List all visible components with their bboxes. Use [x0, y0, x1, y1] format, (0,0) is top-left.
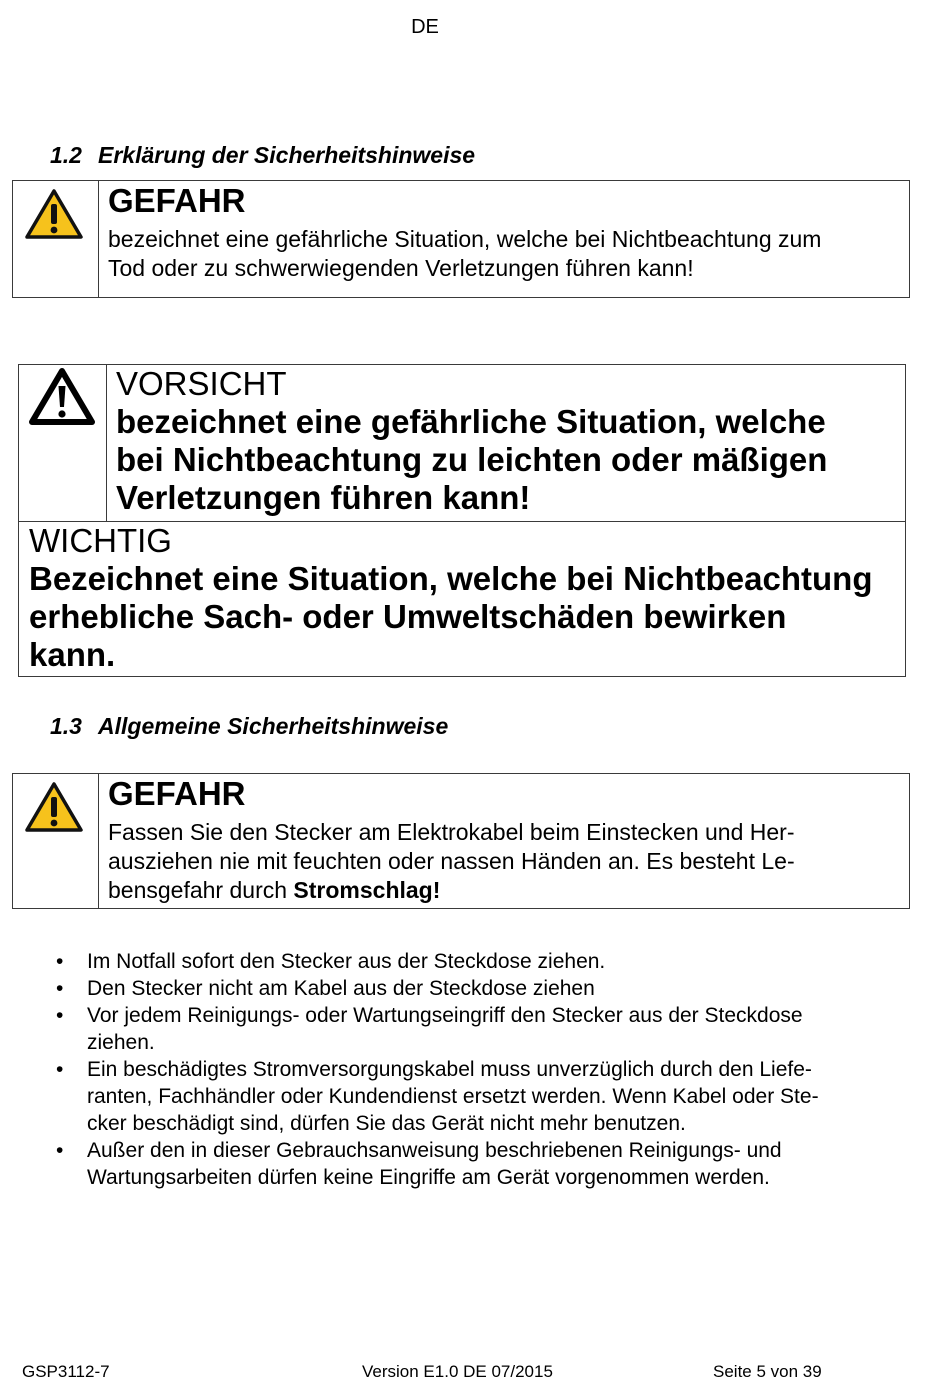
safety-bullet-list [56, 948, 896, 1191]
section-number: 1.2 [50, 142, 82, 168]
section-title-text: Allgemeine Sicherheitshinweise [98, 713, 449, 739]
footer-page-number: Seite 5 von 39 [713, 1362, 822, 1381]
footer-model: GSP3112-7 [22, 1362, 110, 1381]
text-line: Wartungsarbeiten dürfen keine Eingriffe am Gerät vorgenommen werden. [87, 1166, 770, 1189]
bullet-icon: • [56, 1139, 64, 1162]
text-line: Fassen Sie den Stecker am Elektrokabel beim Einstecken und Her- [108, 819, 795, 845]
bullet-icon: • [56, 1058, 64, 1081]
list-item [56, 948, 896, 975]
text-line: ziehen. [87, 1031, 155, 1054]
warning-triangle-yellow-icon [24, 188, 84, 240]
text-line: bezeichnet eine gefährliche Situation, welche [116, 403, 826, 440]
danger-notice-box [12, 180, 910, 298]
text-line: erhebliche Sach- oder Umweltschäden bewirken [29, 598, 787, 635]
warning-triangle-black-icon [28, 367, 96, 427]
icon-cell [13, 774, 99, 908]
list-item [56, 1002, 896, 1056]
list-item [56, 975, 896, 1002]
caution-important-box [18, 364, 906, 677]
text-line: bei Nichtbeachtung zu leichten oder mäßigen [116, 441, 828, 478]
danger-description [108, 818, 901, 905]
important-notice [29, 522, 899, 674]
caution-heading: VORSICHT [116, 365, 287, 402]
icon-cell [13, 181, 99, 297]
text-line: ranten, Fachhändler oder Kundendienst ersetzt werden. Wenn Kabel oder Ste- [87, 1085, 819, 1108]
text-line: Vor jedem Reinigungs- oder Wartungseingriff den Stecker aus der Steckdose [87, 1004, 803, 1027]
text-line: Außer den in dieser Gebrauchsanweisung beschriebenen Reinigungs- und [87, 1139, 782, 1162]
text-line: ausziehen nie mit feuchten oder nassen Händen an. Es besteht Le- [108, 848, 795, 874]
text-line: bezeichnet eine gefährliche Situation, welche bei Nichtbeachtung zum [108, 226, 822, 252]
emphasis-text: Stromschlag! [293, 877, 441, 903]
important-heading: WICHTIG [29, 522, 172, 559]
page-language: DE [411, 16, 439, 38]
danger-description [108, 225, 901, 283]
caution-text [116, 365, 899, 517]
bullet-icon: • [56, 977, 64, 1000]
text-segment: bensgefahr durch [108, 877, 294, 903]
text-line: kann. [29, 636, 116, 673]
icon-cell [19, 365, 107, 521]
bullet-icon: • [56, 950, 64, 973]
danger-heading: GEFAHR [108, 775, 246, 812]
section-number: 1.3 [50, 713, 82, 739]
text-line: Ein beschädigtes Stromversorgungskabel muss unverzüglich durch den Liefe- [87, 1058, 812, 1081]
text-line: Bezeichnet eine Situation, welche bei Nichtbeachtung [29, 560, 873, 597]
text-line: Verletzungen führen kann! [116, 479, 531, 516]
text-line: cker beschädigt sind, dürfen Sie das Gerät nicht mehr benutzen. [87, 1112, 686, 1135]
caution-notice [19, 365, 905, 522]
section-title-text: Erklärung der Sicherheitshinweise [98, 142, 476, 168]
text-line: Im Notfall sofort den Stecker aus der Steckdose ziehen. [87, 950, 606, 973]
section-title-1-3 [50, 713, 448, 740]
footer-version: Version E1.0 DE 07/2015 [362, 1362, 553, 1381]
warning-triangle-yellow-icon [24, 781, 84, 833]
list-item [56, 1056, 896, 1137]
danger-heading: GEFAHR [108, 182, 246, 219]
list-item [56, 1137, 896, 1191]
text-line: Den Stecker nicht am Kabel aus der Steckdose ziehen [87, 977, 595, 1000]
text-line [108, 876, 901, 905]
section-title-1-2 [50, 142, 475, 169]
bullet-icon: • [56, 1004, 64, 1027]
danger-notice-box [12, 773, 910, 909]
text-line: Tod oder zu schwerwiegenden Verletzungen führen kann! [108, 255, 694, 281]
danger-text [108, 774, 901, 905]
danger-text [108, 181, 901, 283]
